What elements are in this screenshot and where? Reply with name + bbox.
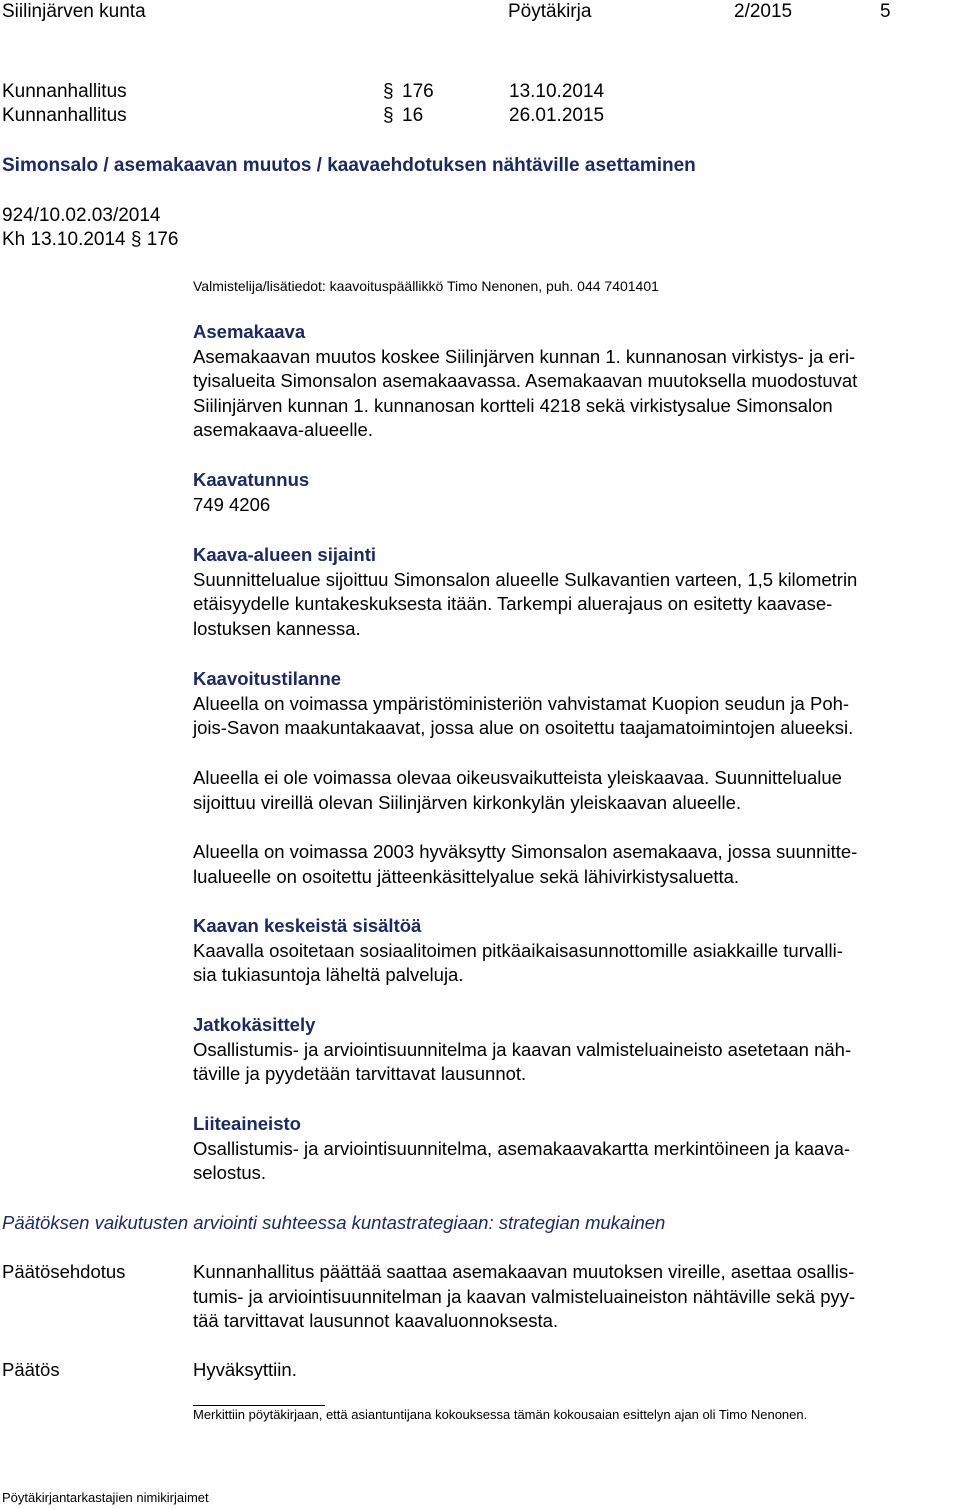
reference-section: 176 xyxy=(146,229,179,250)
section-heading: Jatkokäsittely xyxy=(193,1014,316,1035)
minutes-note: Merkittiin pöytäkirjaan, että asiantuntijana kokouksessa tämän kokousaian esittelyn ajan oli Timo Nenonen. xyxy=(193,1407,808,1422)
section-jatkokasittely xyxy=(193,1013,958,1087)
strategy-note: Päätöksen vaikutusten arviointi suhteessa kuntastrategiaan: strategian mukainen xyxy=(2,1212,666,1233)
section-sign-icon: § xyxy=(130,229,142,250)
body-line: lostuksen kannessa. xyxy=(193,617,361,639)
history-number-1: 176 xyxy=(402,81,434,102)
body-line: tyisalueita Simonsalon asemakaavassa. Asemakaavan muutoksella muodostuvat xyxy=(193,370,858,391)
body-line: Kunnanhallitus päättää saattaa asemakaavan muutoksen vireille, asettaa osallis- xyxy=(193,1261,855,1282)
history-number-2: 16 xyxy=(402,105,424,126)
body-line: täville ja pyydetään tarvittavat lausunnot. xyxy=(193,1063,527,1084)
body-line: etäisyydelle kuntakeskuksesta itään. Tarkempi aluerajaus on esitetty kaavase- xyxy=(193,593,833,614)
page-number: 5 xyxy=(880,1,891,22)
history-date-1: 13.10.2014 xyxy=(509,81,605,102)
divider xyxy=(193,1405,325,1406)
history-date-2: 26.01.2015 xyxy=(509,105,605,126)
body-line: tää tarvittavat lausunnot kaavaluonnoksesta. xyxy=(193,1310,559,1331)
history-body-2: Kunnanhallitus xyxy=(2,105,127,126)
body-line: asemakaava-alueelle. xyxy=(193,419,373,440)
history-body-1: Kunnanhallitus xyxy=(2,81,127,102)
section-sijainti xyxy=(193,543,958,641)
body-line: Siilinjärven kunnan 1. kunnanosan kortteli 4218 sekä virkistysalue Simonsalon xyxy=(193,394,833,416)
body-line: lualueelle on osoitettu jätteenkäsittelyalue sekä lähivirkistysaluetta. xyxy=(193,865,740,887)
issue-number: 2/2015 xyxy=(734,1,793,22)
reference-number: 924/10.02.03/2014 xyxy=(2,205,161,226)
body-line: Osallistumis- ja arviointisuunnitelma, asemakaavakartta merkintöineen ja kaava- xyxy=(193,1137,851,1159)
section-sisalto xyxy=(193,914,958,988)
body-line: Osallistumis- ja arviointisuunnitelma ja kaavan valmisteluaineisto asetetaan näh- xyxy=(193,1038,852,1060)
proposal-text xyxy=(193,1260,958,1334)
section-heading: Kaavan keskeistä sisältöä xyxy=(193,915,422,936)
body-line: sia tukiasuntoja läheltä palveluja. xyxy=(193,964,464,985)
document-type: Pöytäkirja xyxy=(508,1,592,22)
section-sign-icon: § xyxy=(383,105,394,126)
body-line: Kaavalla osoitetaan sosiaalitoimen pitkäaikaisasunnottomille asiakkaille turvalli- xyxy=(193,939,843,961)
paragraph xyxy=(193,766,958,815)
decision-label: Päätös xyxy=(2,1359,60,1380)
body-line: selostus. xyxy=(193,1162,267,1183)
section-heading: Kaavatunnus xyxy=(193,469,310,490)
body-line: 749 4206 xyxy=(193,493,271,515)
body-line: Asemakaavan muutos koskee Siilinjärven kunnan 1. kunnanosan virkistys- ja eri- xyxy=(193,345,856,367)
body-line: Alueella on voimassa 2003 hyväksytty Simonsalon asemakaava, jossa suunnitte- xyxy=(193,841,858,862)
section-asemakaava xyxy=(193,320,958,443)
body-line: Suunnittelualue sijoittuu Simonsalon alueelle Sulkavantien varteen, 1,5 kilometrin xyxy=(193,568,858,590)
body-line: Alueella ei ole voimassa olevaa oikeusvaikutteista yleiskaavaa. Suunnittelualue xyxy=(193,767,842,788)
section-heading: Liiteaineisto xyxy=(193,1113,301,1134)
body-line: jois-Savon maakuntakaavat, jossa alue on osoitettu taajamatoimintojen alueeksi. xyxy=(193,717,854,738)
decision-text: Hyväksyttiin. xyxy=(193,1359,297,1380)
organization-name: Siilinjärven kunta xyxy=(2,1,146,22)
reference-line xyxy=(2,228,178,252)
paragraph xyxy=(193,840,958,889)
body-line: sijoittuu vireillä olevan Siilinjärven kirkonkylän yleiskaavan alueelle. xyxy=(193,791,742,813)
reference-prefix: Kh 13.10.2014 xyxy=(2,229,126,250)
body-line: Alueella on voimassa ympäristöministeriön vahvistamat Kuopion seudun ja Poh- xyxy=(193,692,850,714)
section-heading: Kaava-alueen sijainti xyxy=(193,544,377,565)
section-kaavoitustilanne xyxy=(193,667,958,741)
subject-title: Simonsalo / asemakaavan muutos / kaavaehdotuksen nähtäville asettaminen xyxy=(2,155,696,176)
section-kaavatunnus xyxy=(193,468,958,517)
section-heading: Kaavoitustilanne xyxy=(193,668,342,689)
section-liiteaineisto xyxy=(193,1112,958,1186)
section-sign-icon: § xyxy=(383,81,394,102)
section-heading: Asemakaava xyxy=(193,321,306,342)
proposal-label: Päätösehdotus xyxy=(2,1261,126,1282)
footer-initials-label: Pöytäkirjantarkastajien nimikirjaimet xyxy=(2,1490,209,1505)
preparer-info: Valmistelija/lisätiedot: kaavoituspäällikkö Timo Nenonen, puh. 044 7401401 xyxy=(193,278,659,294)
body-line: tumis- ja arviointisuunnitelman ja kaavan valmisteluaineiston nähtäville sekä pyy- xyxy=(193,1285,856,1307)
